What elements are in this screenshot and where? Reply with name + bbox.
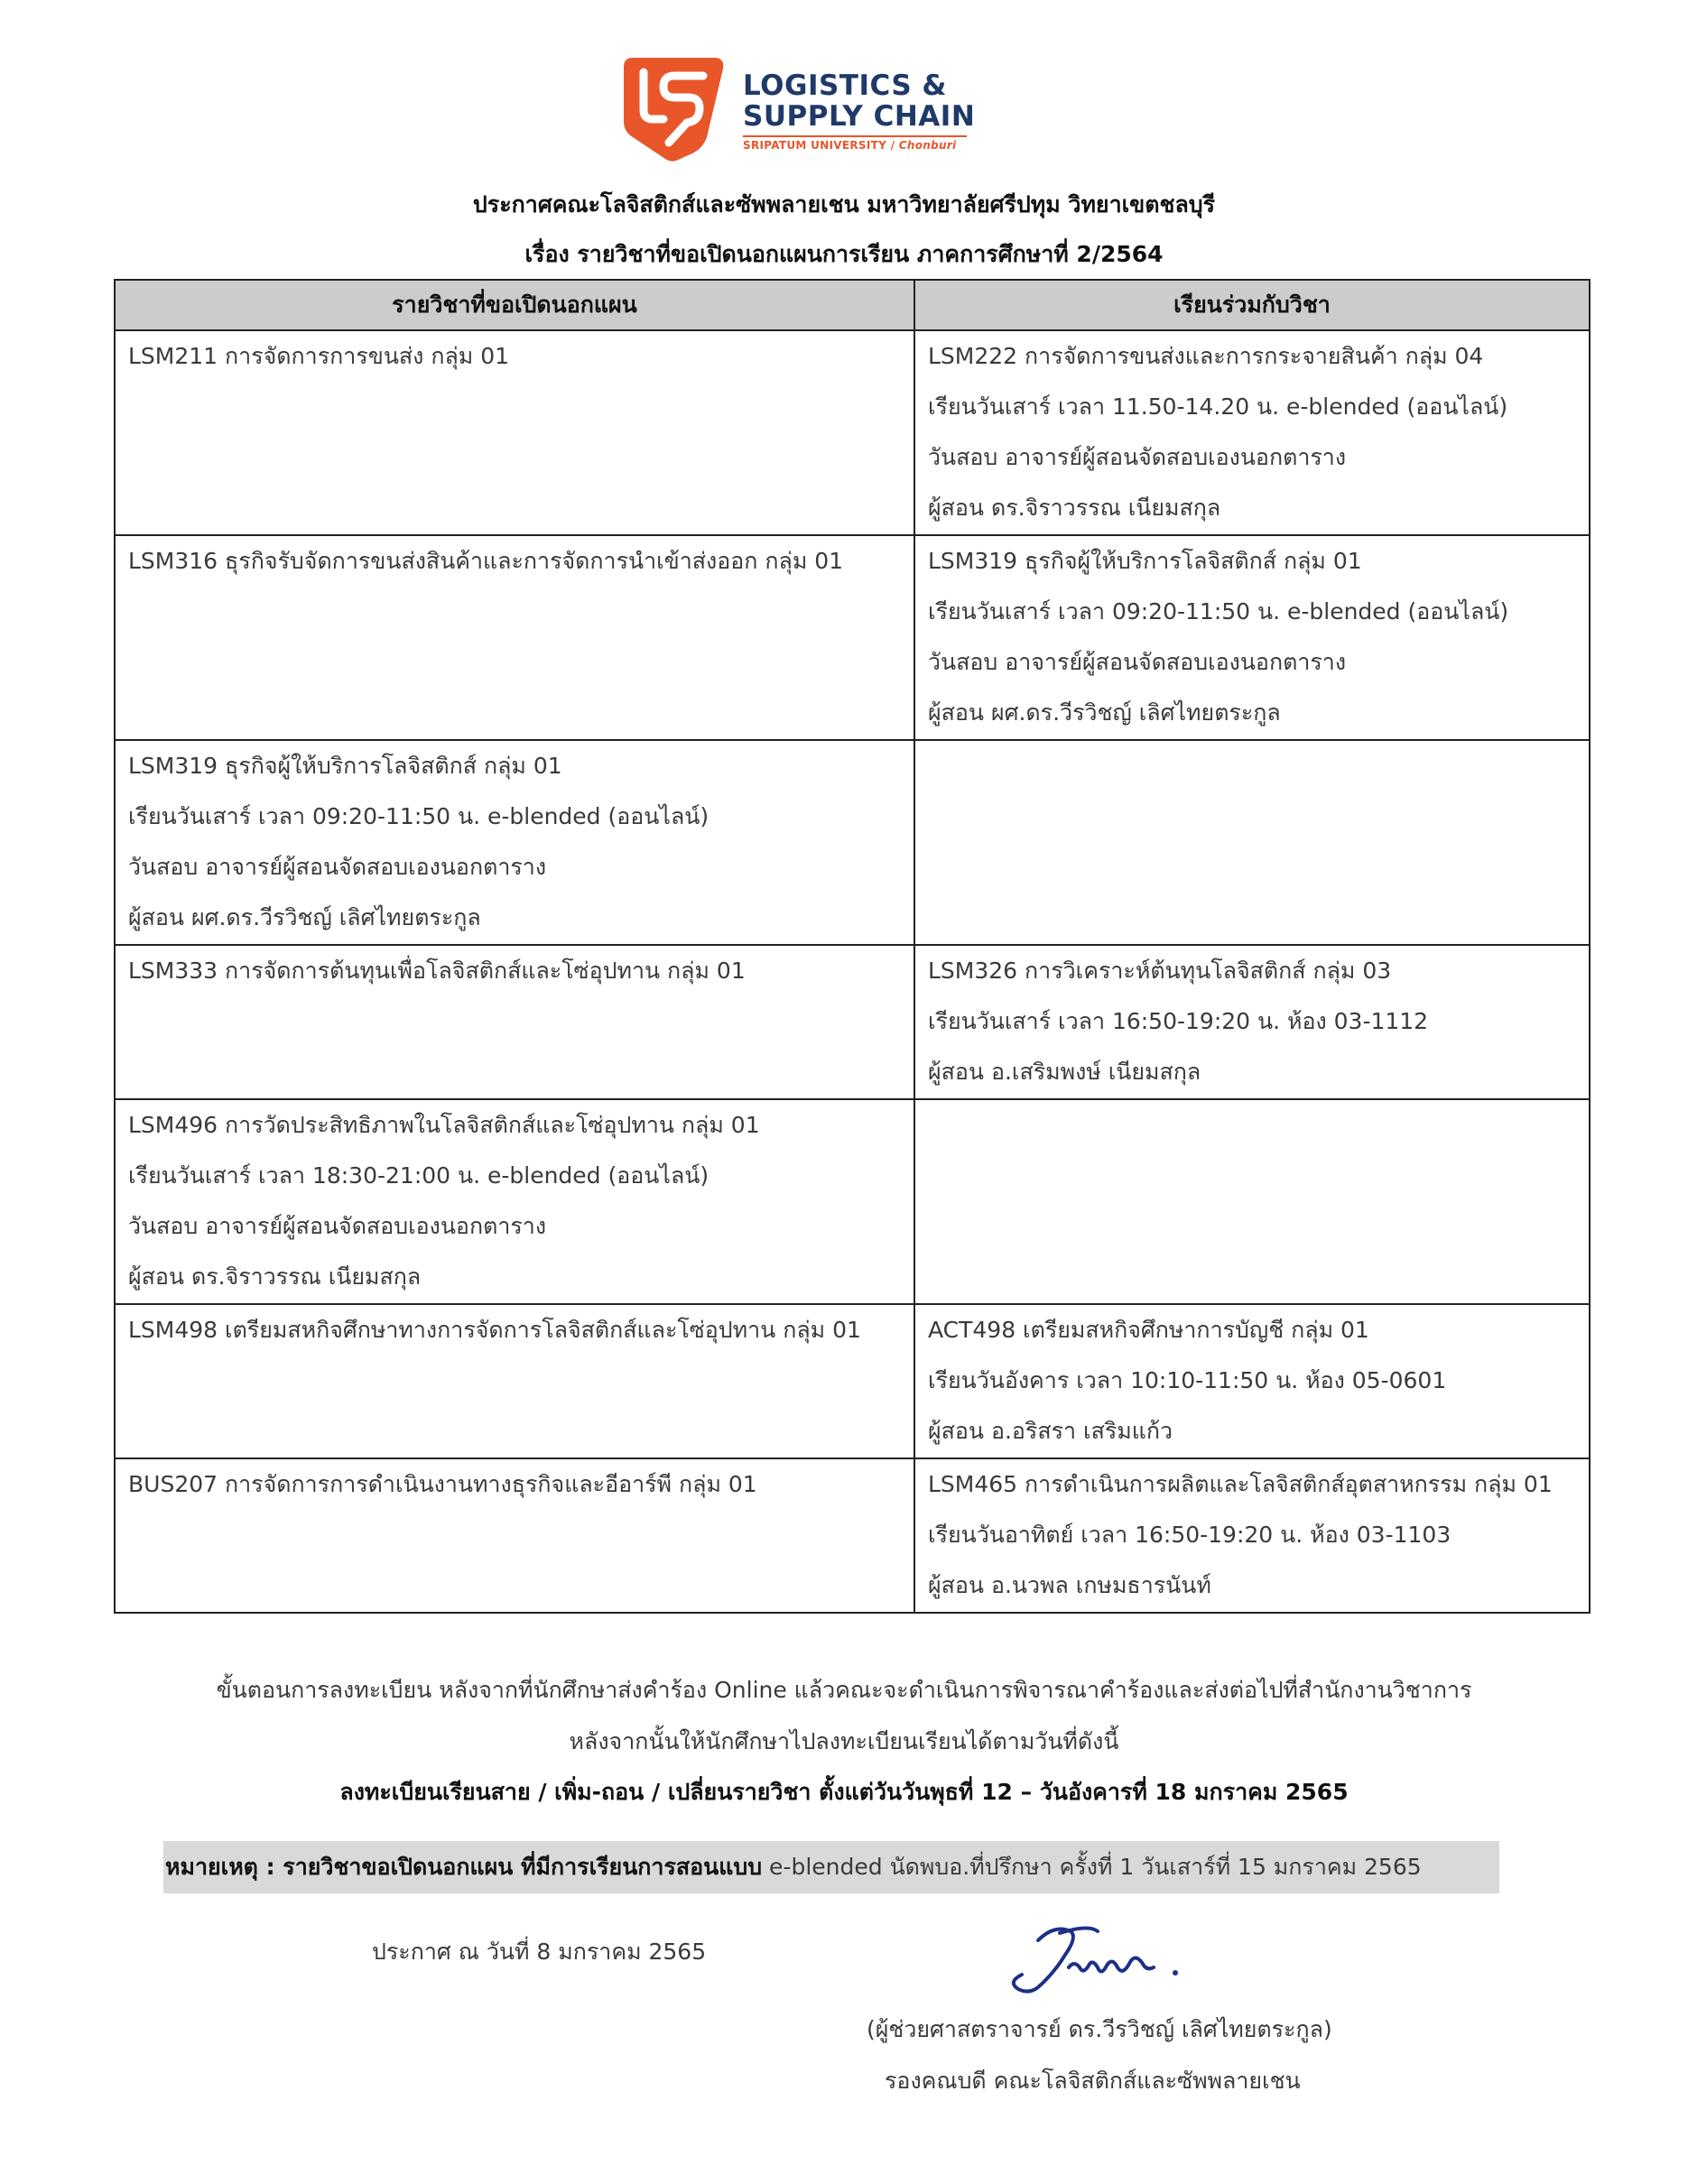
requested-course-cell [115,535,914,740]
cell-line: วันสอบ อาจารย์ผู้สอนจัดสอบเองนอกตาราง [928,444,1347,470]
column-header-requested-course: รายวิชาที่ขอเปิดนอกแผน [115,280,914,330]
registration-procedure: ขั้นตอนการลงทะเบียน หลังจากที่นักศึกษาส่งคำร้อง Online แล้วคณะจะดำเนินการพิจารณาคำร้องและส่งต่อไปที่สำนักงานวิชาการ [216,1677,1472,1703]
joint-course-cell [914,535,1590,740]
cell-line: ผู้สอน ดร.จิราวรรณ เนียมสกุล [128,1263,422,1290]
cell-line: เรียนวันอังคาร เวลา 10:10-11:50 น. ห้อง 05-0601 [928,1367,1447,1393]
cell-line: ACT498 เตรียมสหกิจศึกษาการบัญชี กลุ่ม 01 [928,1317,1369,1343]
cell-line: เรียนวันเสาร์ เวลา 11.50-14.20 น. e-blended (ออนไลน์) [928,393,1508,420]
cell-line: ผู้สอน ดร.จิราวรรณ เนียมสกุล [928,495,1221,521]
requested-course-cell [115,740,914,945]
course-table [114,279,1591,1614]
cell-line: วันสอบ อาจารย์ผู้สอนจัดสอบเองนอกตาราง [128,854,547,880]
signer-position: รองคณบดี คณะโลจิสติกส์และซัพพลายเชน [885,2068,1301,2094]
table-row [115,1099,1590,1304]
cell-line: LSM326 การวิเคราะห์ต้นทุนโลจิสติกส์ กลุ่ม 03 [928,958,1392,984]
logo-campus: Chonburi [898,139,957,152]
cell-line: LSM498 เตรียมสหกิจศึกษาทางการจัดการโลจิสติกส์และโซ่อุปทาน กลุ่ม 01 [128,1317,861,1343]
cell-line: เรียนวันอาทิตย์ เวลา 16:50-19:20 น. ห้อง 03-1103 [928,1522,1451,1548]
registration-period: ลงทะเบียนเรียนสาย / เพิ่ม-ถอน / เปลี่ยนรายวิชา ตั้งแต่วันวันพุธที่ 12 – วันอังคารที่ 18 มกราคม 2565 [339,1779,1349,1805]
logo-divider [743,135,967,137]
cell-line: เรียนวันเสาร์ เวลา 09:20-11:50 น. e-blended (ออนไลน์) [128,803,710,829]
requested-course-cell [115,330,914,535]
announcement-subject: เรื่อง รายวิชาที่ขอเปิดนอกแผนการเรียน ภาคการศึกษาที่ 2/2564 [524,241,1164,267]
cell-line: LSM222 การจัดการขนส่งและการกระจายสินค้า กลุ่ม 04 [928,343,1484,369]
cell-line: วันสอบ อาจารย์ผู้สอนจัดสอบเองนอกตาราง [928,649,1347,675]
cell-line: ผู้สอน ผศ.ดร.วีรวิชญ์ เลิศไทยตระกูล [928,699,1281,726]
cell-line: BUS207 การจัดการการดำเนินงานทางธุรกิจและอีอาร์พี กลุ่ม 01 [128,1471,757,1497]
logo-emblem-icon [617,54,732,162]
faculty-logo [617,54,996,162]
signer-name: (ผู้ช่วยศาสตราจารย์ ดร.วีรวิชญ์ เลิศไทยตระกูล) [867,2016,1332,2042]
table-row [115,740,1590,945]
cell-line: LSM496 การวัดประสิทธิภาพในโลจิสติกส์และโซ่อุปทาน กลุ่ม 01 [128,1112,760,1138]
table-header-row [115,280,1590,330]
cell-line: LSM319 ธุรกิจผู้ให้บริการโลจิสติกส์ กลุ่ม 01 [928,548,1362,574]
remark-banner [163,1841,1499,1893]
cell-line: LSM316 ธุรกิจรับจัดการขนส่งสินค้าและการจัดการนำเข้าส่งออก กลุ่ม 01 [128,548,844,574]
logo-wordmark [743,70,1005,152]
cell-line: เรียนวันเสาร์ เวลา 16:50-19:20 น. ห้อง 03-1112 [928,1008,1429,1034]
logo-subtitle [743,139,1005,152]
cell-line: ผู้สอน อ.นวพล เกษมธารนันท์ [928,1572,1211,1598]
logo-line-2: SUPPLY CHAIN [743,100,976,133]
cell-line: LSM211 การจัดการการขนส่ง กลุ่ม 01 [128,343,510,369]
requested-course-cell [115,1099,914,1304]
cell-line: วันสอบ อาจารย์ผู้สอนจัดสอบเองนอกตาราง [128,1213,547,1239]
cell-line: LSM333 การจัดการต้นทุนเพื่อโลจิสติกส์และโซ่อุปทาน กลุ่ม 01 [128,958,746,984]
joint-course-cell [914,1099,1590,1304]
registration-instruction: หลังจากนั้นให้นักศึกษาไปลงทะเบียนเรียนได้ตามวันที่ดังนี้ [569,1728,1119,1754]
logo-line-1: LOGISTICS & [743,69,947,102]
requested-course-cell [115,945,914,1099]
joint-course-cell [914,740,1590,945]
cell-line: เรียนวันเสาร์ เวลา 18:30-21:00 น. e-blended (ออนไลน์) [128,1162,710,1189]
remark-text: e-blended นัดพบอ.ที่ปรึกษา ครั้งที่ 1 วันเสาร์ที่ 15 มกราคม 2565 [762,1854,1422,1880]
table-row [115,1458,1590,1613]
table-row [115,330,1590,535]
signature-icon [1002,1913,1210,2013]
joint-course-cell [914,1304,1590,1458]
cell-line: ผู้สอน อ.เสริมพงษ์ เนียมสกุล [928,1059,1201,1085]
cell-line: LSM465 การดำเนินการผลิตและโลจิสติกส์อุตสาหกรรม กลุ่ม 01 [928,1471,1553,1497]
table-row [115,535,1590,740]
requested-course-cell [115,1458,914,1613]
cell-line: ผู้สอน อ.อริสรา เสริมแก้ว [928,1418,1173,1444]
logo-university: SRIPATUM UNIVERSITY / [743,139,895,152]
joint-course-cell [914,1458,1590,1613]
announcement-date: ประกาศ ณ วันที่ 8 มกราคม 2565 [372,1939,707,1965]
column-header-joint-course: เรียนร่วมกับวิชา [914,280,1590,330]
table-row [115,945,1590,1099]
announcement-title: ประกาศคณะโลจิสติกส์และซัพพลายเชน มหาวิทยาลัยศรีปทุม วิทยาเขตชลบุรี [472,191,1216,217]
joint-course-cell [914,945,1590,1099]
cell-line: LSM319 ธุรกิจผู้ให้บริการโลจิสติกส์ กลุ่ม 01 [128,753,562,779]
requested-course-cell [115,1304,914,1458]
cell-line: ผู้สอน ผศ.ดร.วีรวิชญ์ เลิศไทยตระกูล [128,904,481,930]
remark-label: หมายเหตุ : รายวิชาขอเปิดนอกแผน ที่มีการเรียนการสอนแบบ [165,1854,763,1880]
joint-course-cell [914,330,1590,535]
cell-line: เรียนวันเสาร์ เวลา 09:20-11:50 น. e-blended (ออนไลน์) [928,598,1509,625]
table-row [115,1304,1590,1458]
